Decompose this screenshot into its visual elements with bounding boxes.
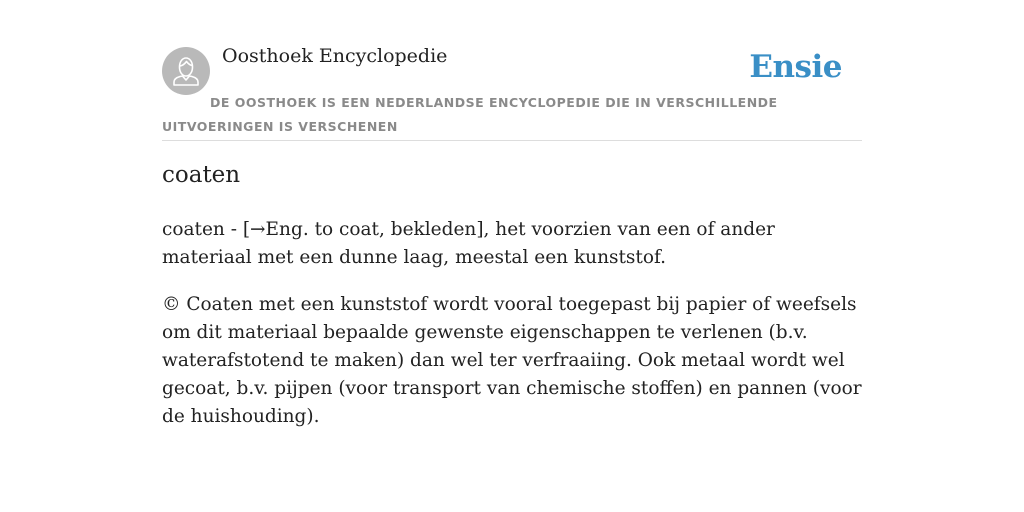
article-paragraph: © Coaten met een kunststof wordt vooral toegepast bij papier of weefsels om dit materiaal bepaalde gewenste eigenschappen te verlenen (b.v. waterafstotend te maken) dan wel ter verfraaiing. Ook metaal wordt wel gecoat, b.v. pijpen (voor transport van chemische stoffen) en pannen (voor de huishouding).: [162, 294, 862, 427]
source-description: DE OOSTHOEK IS EEN NEDERLANDSE ENCYCLOPEDIE DIE IN VERSCHILLENDE UITVOERINGEN IS VERSCHENEN: [162, 95, 778, 134]
source-header: [162, 0, 862, 141]
page: [162, 0, 862, 427]
article-headword: coaten: [162, 162, 241, 188]
ensie-logo[interactable]: Ensie: [749, 49, 842, 85]
user-icon[interactable]: [162, 47, 210, 95]
article-paragraph: coaten - [→Eng. to coat, bekleden], het voorzien van een of ander materiaal met een dunne laag, meestal een kunststof.: [162, 219, 775, 268]
source-title[interactable]: Oosthoek Encyclopedie: [222, 45, 448, 67]
